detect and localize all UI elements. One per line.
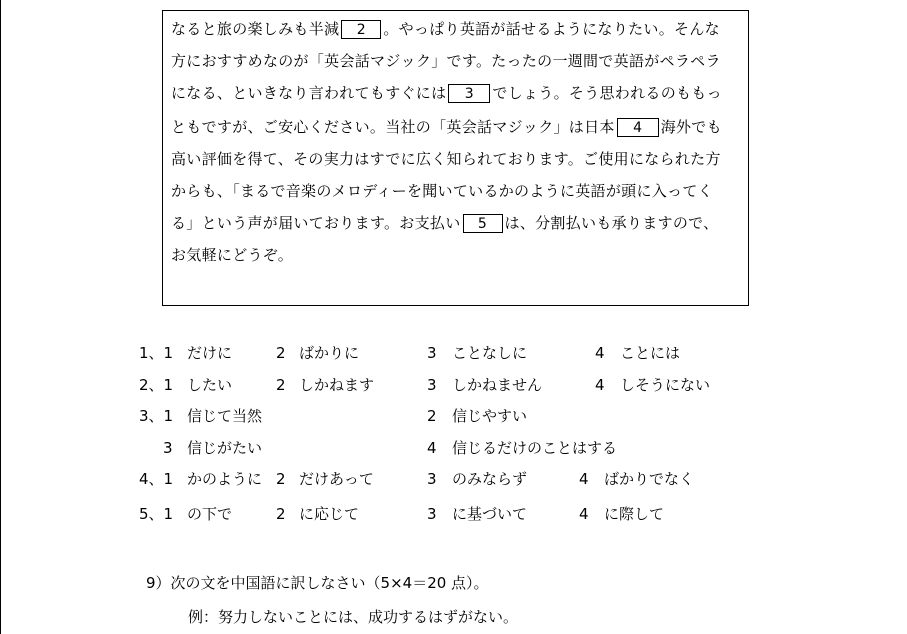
option-text: ばかりでなく	[604, 470, 695, 488]
option-text: の下で	[187, 505, 233, 523]
option-text: だけに	[187, 344, 233, 362]
option-number: 4	[595, 376, 605, 394]
option-number: 3	[163, 439, 173, 457]
question-number: 4、1	[139, 470, 174, 488]
option-number: 4	[579, 470, 589, 488]
passage-text: なると旅の楽しみも半減	[171, 20, 340, 38]
passage-text: でしょう。そう思われるのももっ	[492, 84, 722, 102]
passage-text: 。やっぱり英語が話せるようになりたい。そんな	[383, 20, 720, 38]
passage-line-1	[171, 19, 720, 39]
question-row-1	[139, 343, 759, 363]
option-text: 信じて当然	[187, 407, 263, 425]
passage-box	[162, 10, 749, 306]
page-left-border	[0, 0, 1, 634]
option-text: に応じて	[299, 505, 360, 523]
option-number: 3	[427, 470, 437, 488]
option-text: 信じやすい	[452, 407, 528, 425]
passage-text: る」という声が届いております。お支払い	[171, 214, 461, 232]
option-text: かのように	[187, 470, 263, 488]
option-number: 4	[427, 439, 437, 457]
option-number: 3	[427, 344, 437, 362]
option-text: しかねません	[452, 376, 543, 394]
blank-2: 2	[341, 20, 381, 39]
option-number: 2	[427, 407, 437, 425]
option-number: 2	[276, 344, 286, 362]
option-number: 2	[276, 505, 286, 523]
passage-text: からも、「まるで音楽のメロディーを聞いているかのように英語が頭に入ってく	[171, 182, 713, 200]
option-number: 3	[427, 505, 437, 523]
option-number: 4	[579, 505, 589, 523]
option-text: だけあって	[299, 470, 374, 488]
option-text: のみならず	[452, 470, 528, 488]
question-row-3b	[139, 438, 759, 458]
option-text: 信じがたい	[187, 439, 263, 457]
blank-5: 5	[463, 214, 503, 233]
option-number: 2	[276, 470, 286, 488]
option-number: 2	[276, 376, 286, 394]
option-text: 信じるだけのことはする	[452, 439, 618, 457]
passage-line-4	[171, 117, 722, 137]
question-number: 1、1	[139, 344, 174, 362]
passage-line-8	[171, 245, 293, 265]
passage-text: 海外でも	[660, 118, 722, 136]
question-row-3a	[139, 406, 759, 426]
passage-line-3	[171, 83, 722, 103]
option-number: 3	[427, 376, 437, 394]
passage-text: お気軽にどうぞ。	[171, 246, 294, 264]
option-number: 4	[595, 344, 605, 362]
question-row-4	[139, 469, 759, 489]
option-text: ことには	[620, 344, 681, 362]
option-text: したい	[187, 376, 233, 394]
passage-line-6	[171, 181, 713, 201]
passage-line-5	[171, 149, 721, 169]
option-text: ことなしに	[452, 344, 528, 362]
passage-text: は、分割払いも承りますので、	[504, 214, 719, 232]
option-text: ばかりに	[299, 344, 360, 362]
passage-text: になる、といきなり言われてもすぐには	[171, 84, 447, 102]
option-text: しかねます	[299, 376, 375, 394]
section-9-example: 例：努力しないことには、成功するはずがない。	[188, 608, 519, 626]
option-text: に際して	[604, 505, 665, 523]
blank-3: 3	[448, 84, 490, 103]
option-text: しそうにない	[620, 376, 711, 394]
question-number: 5、1	[139, 505, 174, 523]
passage-line-2	[171, 51, 721, 71]
blank-4: 4	[617, 118, 659, 137]
passage-text: 高い評価を得て、その実力はすでに広く知られております。ご使用になられた方	[171, 150, 721, 168]
question-number: 3、1	[139, 407, 174, 425]
passage-text: ともですが、ご安心ください。当社の「英会話マジック」は日本	[171, 118, 615, 136]
question-row-2	[139, 375, 759, 395]
passage-text: 方におすすめなのが「英会話マジック」です。たったの一週間で英語がペラペラ	[171, 52, 721, 70]
question-row-5	[139, 504, 759, 524]
section-9-title: 9）次の文を中国語に訳しなさい（5×4＝20 点）。	[146, 574, 489, 592]
passage-line-7	[171, 213, 718, 233]
option-text: に基づいて	[452, 505, 528, 523]
question-number: 2、1	[139, 376, 174, 394]
